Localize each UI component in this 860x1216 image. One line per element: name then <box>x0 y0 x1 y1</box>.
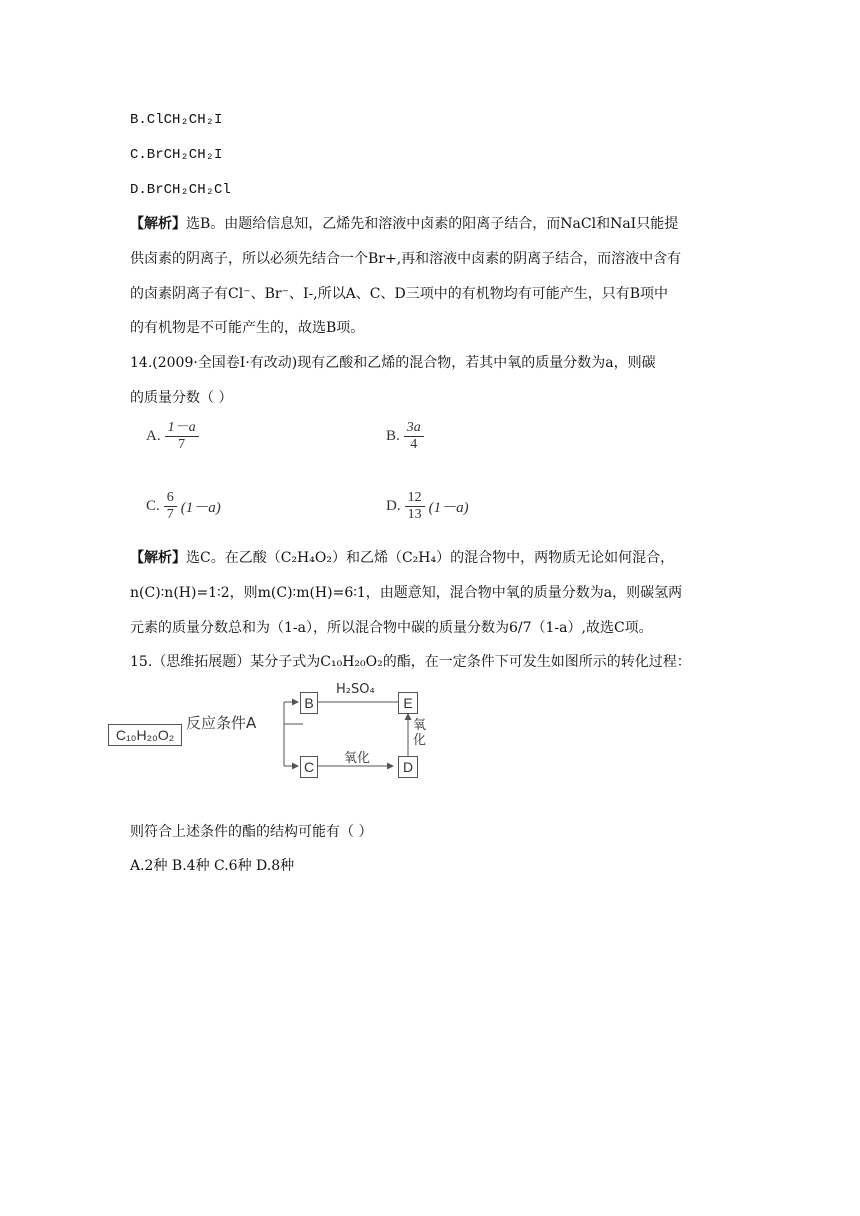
option-d-prev: D.BrCH₂CH₂Cl <box>130 182 231 198</box>
condition-label: 反应条件A <box>186 714 257 732</box>
choice-b: B. $\frac{3a}{4}$ <box>386 420 428 453</box>
analysis14-line3: 元素的质量分数总和为（1-a），所以混合物中碳的质量分数为6/7（1-a）,故选C项。 <box>130 620 653 636</box>
analysis14-line2: n(C)∶n(H)=1∶2，则m(C)∶m(H)=6∶1，由题意知，混合物中氧的质量分数为a，则碳氢两 <box>130 585 683 601</box>
node-d: D <box>398 756 418 778</box>
question14-line2: 的质量分数（ ） <box>130 390 233 406</box>
node-b: B <box>300 692 318 714</box>
conversion-diagram <box>108 682 438 786</box>
analysis-tag: 【解析】 <box>130 216 186 232</box>
start-formula-box: C₁₀H₂₀O₂ <box>108 724 182 746</box>
fraction: $\frac{12}{13}$ <box>405 490 425 523</box>
fraction: $\frac{1-a}{7}$ <box>165 420 199 453</box>
question15-line2: 则符合上述条件的酯的结构可能有（ ） <box>130 824 373 840</box>
fraction: $\frac{3a}{4}$ <box>404 420 424 453</box>
question15-options: A.2种 B.4种 C.6种 D.8种 <box>130 858 295 874</box>
node-e: E <box>398 692 418 714</box>
option-b-prev: B.ClCH₂CH₂I <box>130 112 223 128</box>
analysis13-line3: 的卤素阴离子有Cl⁻、Br⁻、I-,所以A、C、D三项中的有机物均有可能产生，只有B项中 <box>130 286 668 302</box>
oxidation-vertical-label: 氧 化 <box>413 718 427 748</box>
analysis14-line1: 【解析】选C。在乙酸（C₂H₄O₂）和乙烯（C₂H₄）的混合物中，两物质无论如何混合， <box>130 550 675 566</box>
analysis13-line4: 的有机物是不可能产生的，故选B项。 <box>130 320 365 336</box>
question14-line1: 14.(2009·全国卷Ⅰ·有改动)现有乙酸和乙烯的混合物，若其中氧的质量分数为a，则碳 <box>130 355 656 371</box>
choice-a: A. $\frac{1-a}{7}$ <box>146 420 203 453</box>
choice-d: D. $\frac{12}{13}$ (1－a) <box>386 490 469 522</box>
analysis13-line1: 【解析】选B。由题给信息知，乙烯先和溶液中卤素的阳离子结合，而NaCl和NaI只能提 <box>130 216 679 232</box>
option-c-prev: C.BrCH₂CH₂I <box>130 147 223 163</box>
analysis13-line2: 供卤素的阴离子，所以必须先结合一个Br+,再和溶液中卤素的阴离子结合，而溶液中含有 <box>130 251 682 267</box>
choice-c: C. $\frac{6}{7}$ (1－a) <box>146 490 221 522</box>
question15-line1: 15.（思维拓展题）某分子式为C₁₀H₂₀O₂的酯，在一定条件下可发生如图所示的转化过程： <box>130 654 691 670</box>
h2so4-label: H₂SO₄ <box>336 682 375 697</box>
analysis-tag: 【解析】 <box>130 550 186 566</box>
oxidation-label: 氧化 <box>344 751 371 766</box>
node-c: C <box>300 756 318 778</box>
fraction: $\frac{6}{7}$ <box>164 490 177 523</box>
